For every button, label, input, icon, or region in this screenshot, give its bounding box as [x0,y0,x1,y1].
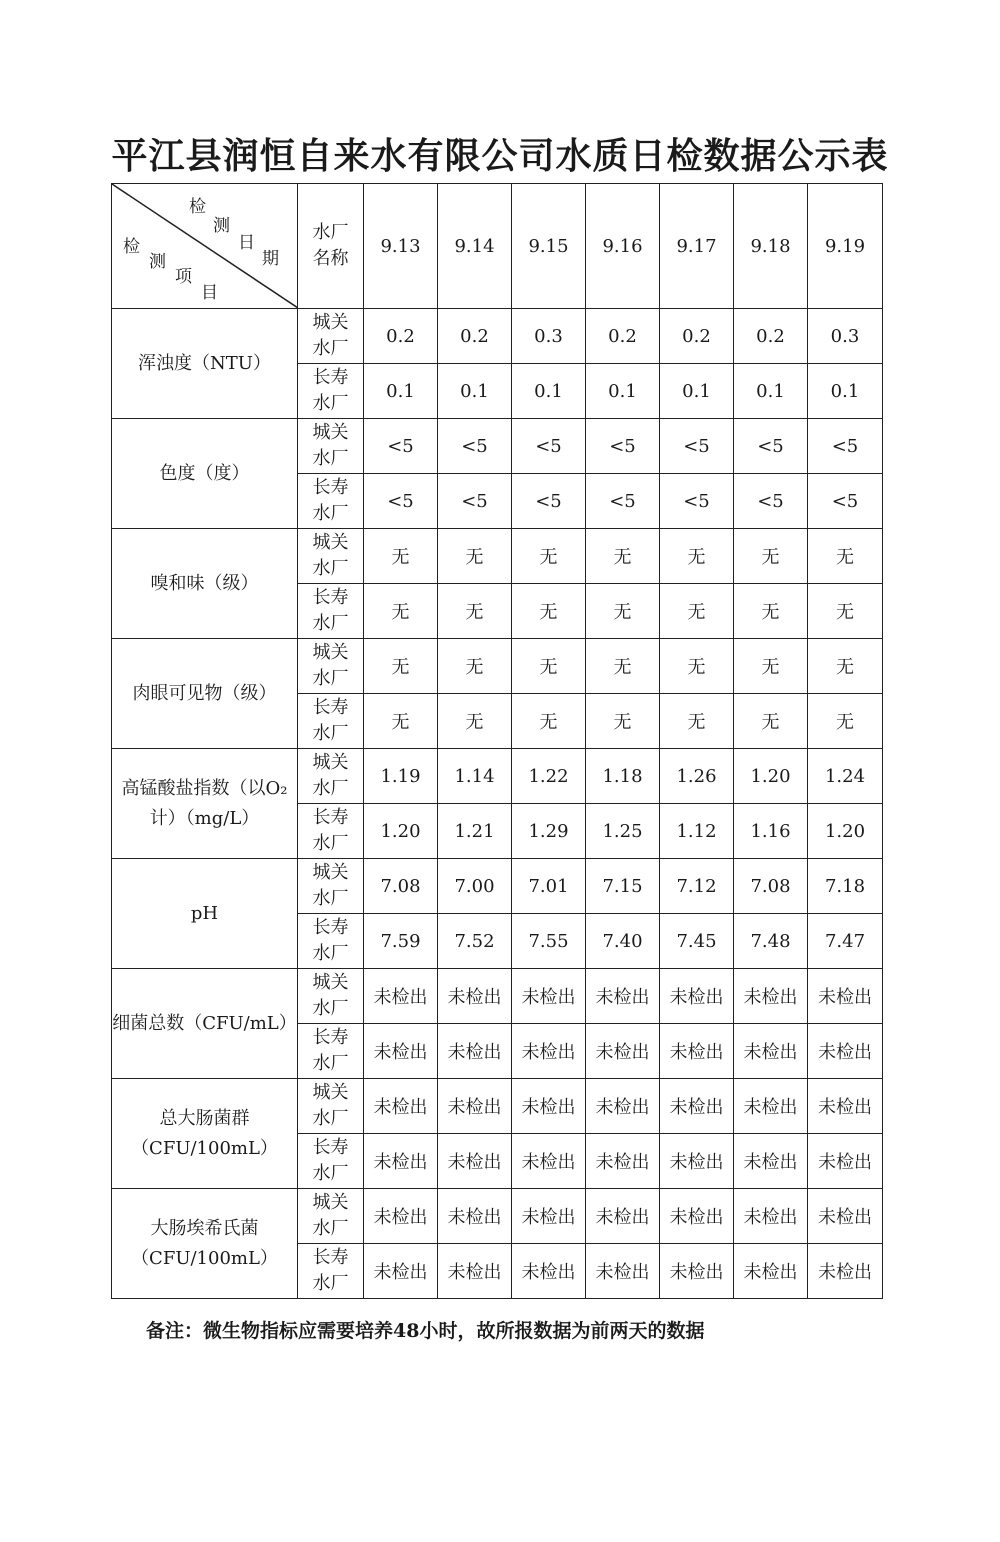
value-cell: 无 [660,694,734,749]
value-cell: <5 [660,474,734,529]
value-cell: 未检出 [364,1024,438,1079]
value-cell: 0.1 [660,364,734,419]
value-cell: <5 [734,419,808,474]
value-cell: 1.18 [586,749,660,804]
value-cell: 无 [660,584,734,639]
value-cell: <5 [364,419,438,474]
value-cell: 未检出 [586,1079,660,1134]
value-cell: 7.45 [660,914,734,969]
value-cell: 未检出 [364,1134,438,1189]
value-cell: 未检出 [512,1079,586,1134]
plant-name-cell: 长寿水厂 [298,1024,364,1079]
value-cell: 无 [734,529,808,584]
test-item-label: 高锰酸盐指数（以O₂计）（mg/L） [112,749,298,859]
value-cell: 未检出 [734,1079,808,1134]
value-cell: 7.15 [586,859,660,914]
value-cell: 无 [512,694,586,749]
value-cell: 未检出 [512,1134,586,1189]
value-cell: 7.52 [438,914,512,969]
value-cell: 0.1 [512,364,586,419]
plant-name-cell: 城关水厂 [298,859,364,914]
value-cell: 未检出 [438,1024,512,1079]
plant-name-cell: 城关水厂 [298,419,364,474]
value-cell: 未检出 [438,1244,512,1299]
diagonal-header-cell [112,184,298,309]
value-cell: 0.2 [364,309,438,364]
value-cell: 7.08 [734,859,808,914]
value-cell: <5 [808,474,883,529]
value-cell: 7.59 [364,914,438,969]
value-cell: 1.20 [734,749,808,804]
value-cell: 7.47 [808,914,883,969]
table-row [112,749,883,804]
value-cell: 0.1 [586,364,660,419]
value-cell: 无 [364,694,438,749]
value-cell: 无 [586,694,660,749]
value-cell: 未检出 [512,1024,586,1079]
corner-date-char: 检 [189,197,206,217]
test-item-label: 大肠埃希氏菌（CFU/100mL） [112,1189,298,1299]
value-cell: 1.14 [438,749,512,804]
value-cell: 无 [808,584,883,639]
value-cell: 无 [364,584,438,639]
value-cell: 无 [512,584,586,639]
plant-name-cell: 长寿水厂 [298,694,364,749]
value-cell: 无 [438,694,512,749]
value-cell: <5 [364,474,438,529]
plant-name-header: 水厂名称 [298,184,364,309]
value-cell: 无 [808,694,883,749]
value-cell: 7.55 [512,914,586,969]
value-cell: 未检出 [660,1079,734,1134]
footnote: 备注：微生物指标应需要培养48小时，故所报数据为前两天的数据 [146,1320,705,1342]
value-cell: 无 [438,639,512,694]
table-row [112,639,883,694]
plant-name-cell: 城关水厂 [298,529,364,584]
value-cell: 无 [586,584,660,639]
value-cell: 7.48 [734,914,808,969]
table-row [112,1079,883,1134]
value-cell: <5 [734,474,808,529]
value-cell: 0.2 [734,309,808,364]
date-header: 9.16 [586,184,660,309]
value-cell: 无 [660,639,734,694]
value-cell: 未检出 [586,1189,660,1244]
value-cell: 无 [364,639,438,694]
value-cell: 未检出 [438,1079,512,1134]
value-cell: 0.3 [512,309,586,364]
table-row [112,309,883,364]
test-item-label: 总大肠菌群（CFU/100mL） [112,1079,298,1189]
page-title: 平江县润恒自来水有限公司水质日检数据公示表 [111,135,889,177]
value-cell: 1.20 [808,804,883,859]
value-cell: 无 [586,529,660,584]
test-item-label: 色度（度） [112,419,298,529]
plant-name-cell: 城关水厂 [298,309,364,364]
date-header: 9.14 [438,184,512,309]
test-item-label: 肉眼可见物（级） [112,639,298,749]
value-cell: <5 [512,474,586,529]
table-row [112,529,883,584]
value-cell: 未检出 [438,1134,512,1189]
corner-date-char: 日 [238,233,255,253]
value-cell: 未检出 [364,969,438,1024]
value-cell: <5 [438,419,512,474]
value-cell: <5 [512,419,586,474]
value-cell: 未检出 [438,1189,512,1244]
value-cell: 0.2 [438,309,512,364]
value-cell: 0.1 [734,364,808,419]
value-cell: 无 [734,639,808,694]
value-cell: 0.2 [586,309,660,364]
value-cell: 1.19 [364,749,438,804]
date-header: 9.19 [808,184,883,309]
value-cell: 0.1 [438,364,512,419]
value-cell: <5 [808,419,883,474]
value-cell: 未检出 [734,1189,808,1244]
value-cell: 1.25 [586,804,660,859]
plant-name-cell: 城关水厂 [298,969,364,1024]
plant-name-cell: 城关水厂 [298,749,364,804]
value-cell: 无 [438,584,512,639]
value-cell: 未检出 [512,1244,586,1299]
corner-item-char: 目 [201,283,218,303]
value-cell: 未检出 [586,969,660,1024]
date-header: 9.18 [734,184,808,309]
date-header: 9.13 [364,184,438,309]
table-row [112,969,883,1024]
plant-name-cell: 长寿水厂 [298,474,364,529]
test-item-label: pH [112,859,298,969]
date-header: 9.15 [512,184,586,309]
table-row [112,419,883,474]
value-cell: 1.20 [364,804,438,859]
date-header: 9.17 [660,184,734,309]
value-cell: 无 [808,639,883,694]
value-cell: 1.26 [660,749,734,804]
value-cell: 无 [512,639,586,694]
test-item-label: 浑浊度（NTU） [112,309,298,419]
value-cell: 未检出 [808,1024,883,1079]
value-cell: 无 [438,529,512,584]
table-row [112,859,883,914]
value-cell: 0.1 [364,364,438,419]
value-cell: 1.24 [808,749,883,804]
value-cell: <5 [586,474,660,529]
value-cell: 无 [586,639,660,694]
value-cell: 未检出 [586,1134,660,1189]
corner-item-char: 检 [123,237,140,257]
plant-name-cell: 城关水厂 [298,639,364,694]
value-cell: 未检出 [364,1079,438,1134]
value-cell: 7.01 [512,859,586,914]
value-cell: 未检出 [808,1079,883,1134]
header-row [112,184,883,309]
value-cell: 7.18 [808,859,883,914]
value-cell: 未检出 [660,969,734,1024]
value-cell: 未检出 [512,969,586,1024]
value-cell: 7.40 [586,914,660,969]
value-cell: 1.12 [660,804,734,859]
value-cell: 未检出 [808,1244,883,1299]
test-item-label: 嗅和味（级） [112,529,298,639]
value-cell: 1.21 [438,804,512,859]
plant-name-cell: 长寿水厂 [298,584,364,639]
value-cell: 未检出 [734,969,808,1024]
value-cell: 未检出 [660,1134,734,1189]
value-cell: 未检出 [364,1189,438,1244]
corner-date-char: 期 [262,249,279,269]
value-cell: 1.16 [734,804,808,859]
corner-date-char: 测 [213,216,230,236]
test-item-label: 细菌总数（CFU/mL） [112,969,298,1079]
value-cell: 未检出 [808,1134,883,1189]
value-cell: <5 [660,419,734,474]
value-cell: 无 [364,529,438,584]
value-cell: 未检出 [586,1244,660,1299]
plant-name-cell: 长寿水厂 [298,364,364,419]
plant-name-cell: 城关水厂 [298,1079,364,1134]
value-cell: 未检出 [660,1024,734,1079]
value-cell: 无 [734,694,808,749]
value-cell: 7.08 [364,859,438,914]
corner-item-char: 测 [149,252,166,272]
value-cell: 未检出 [808,969,883,1024]
value-cell: 0.1 [808,364,883,419]
value-cell: 7.00 [438,859,512,914]
value-cell: 未检出 [586,1024,660,1079]
value-cell: 未检出 [734,1134,808,1189]
value-cell: 0.2 [660,309,734,364]
value-cell: 无 [734,584,808,639]
value-cell: 未检出 [734,1244,808,1299]
value-cell: 未检出 [734,1024,808,1079]
value-cell: <5 [438,474,512,529]
value-cell: 7.12 [660,859,734,914]
value-cell: 无 [660,529,734,584]
value-cell: <5 [586,419,660,474]
value-cell: 未检出 [512,1189,586,1244]
value-cell: 未检出 [438,969,512,1024]
value-cell: 无 [512,529,586,584]
plant-name-cell: 长寿水厂 [298,1134,364,1189]
value-cell: 未检出 [660,1244,734,1299]
value-cell: 未检出 [364,1244,438,1299]
value-cell: 未检出 [808,1189,883,1244]
plant-name-cell: 长寿水厂 [298,804,364,859]
plant-name-cell: 城关水厂 [298,1189,364,1244]
value-cell: 0.3 [808,309,883,364]
value-cell: 未检出 [660,1189,734,1244]
value-cell: 1.29 [512,804,586,859]
water-quality-table [111,183,883,1299]
plant-name-cell: 长寿水厂 [298,914,364,969]
table-row [112,1189,883,1244]
corner-item-char: 项 [175,267,192,287]
value-cell: 无 [808,529,883,584]
value-cell: 1.22 [512,749,586,804]
plant-name-cell: 长寿水厂 [298,1244,364,1299]
